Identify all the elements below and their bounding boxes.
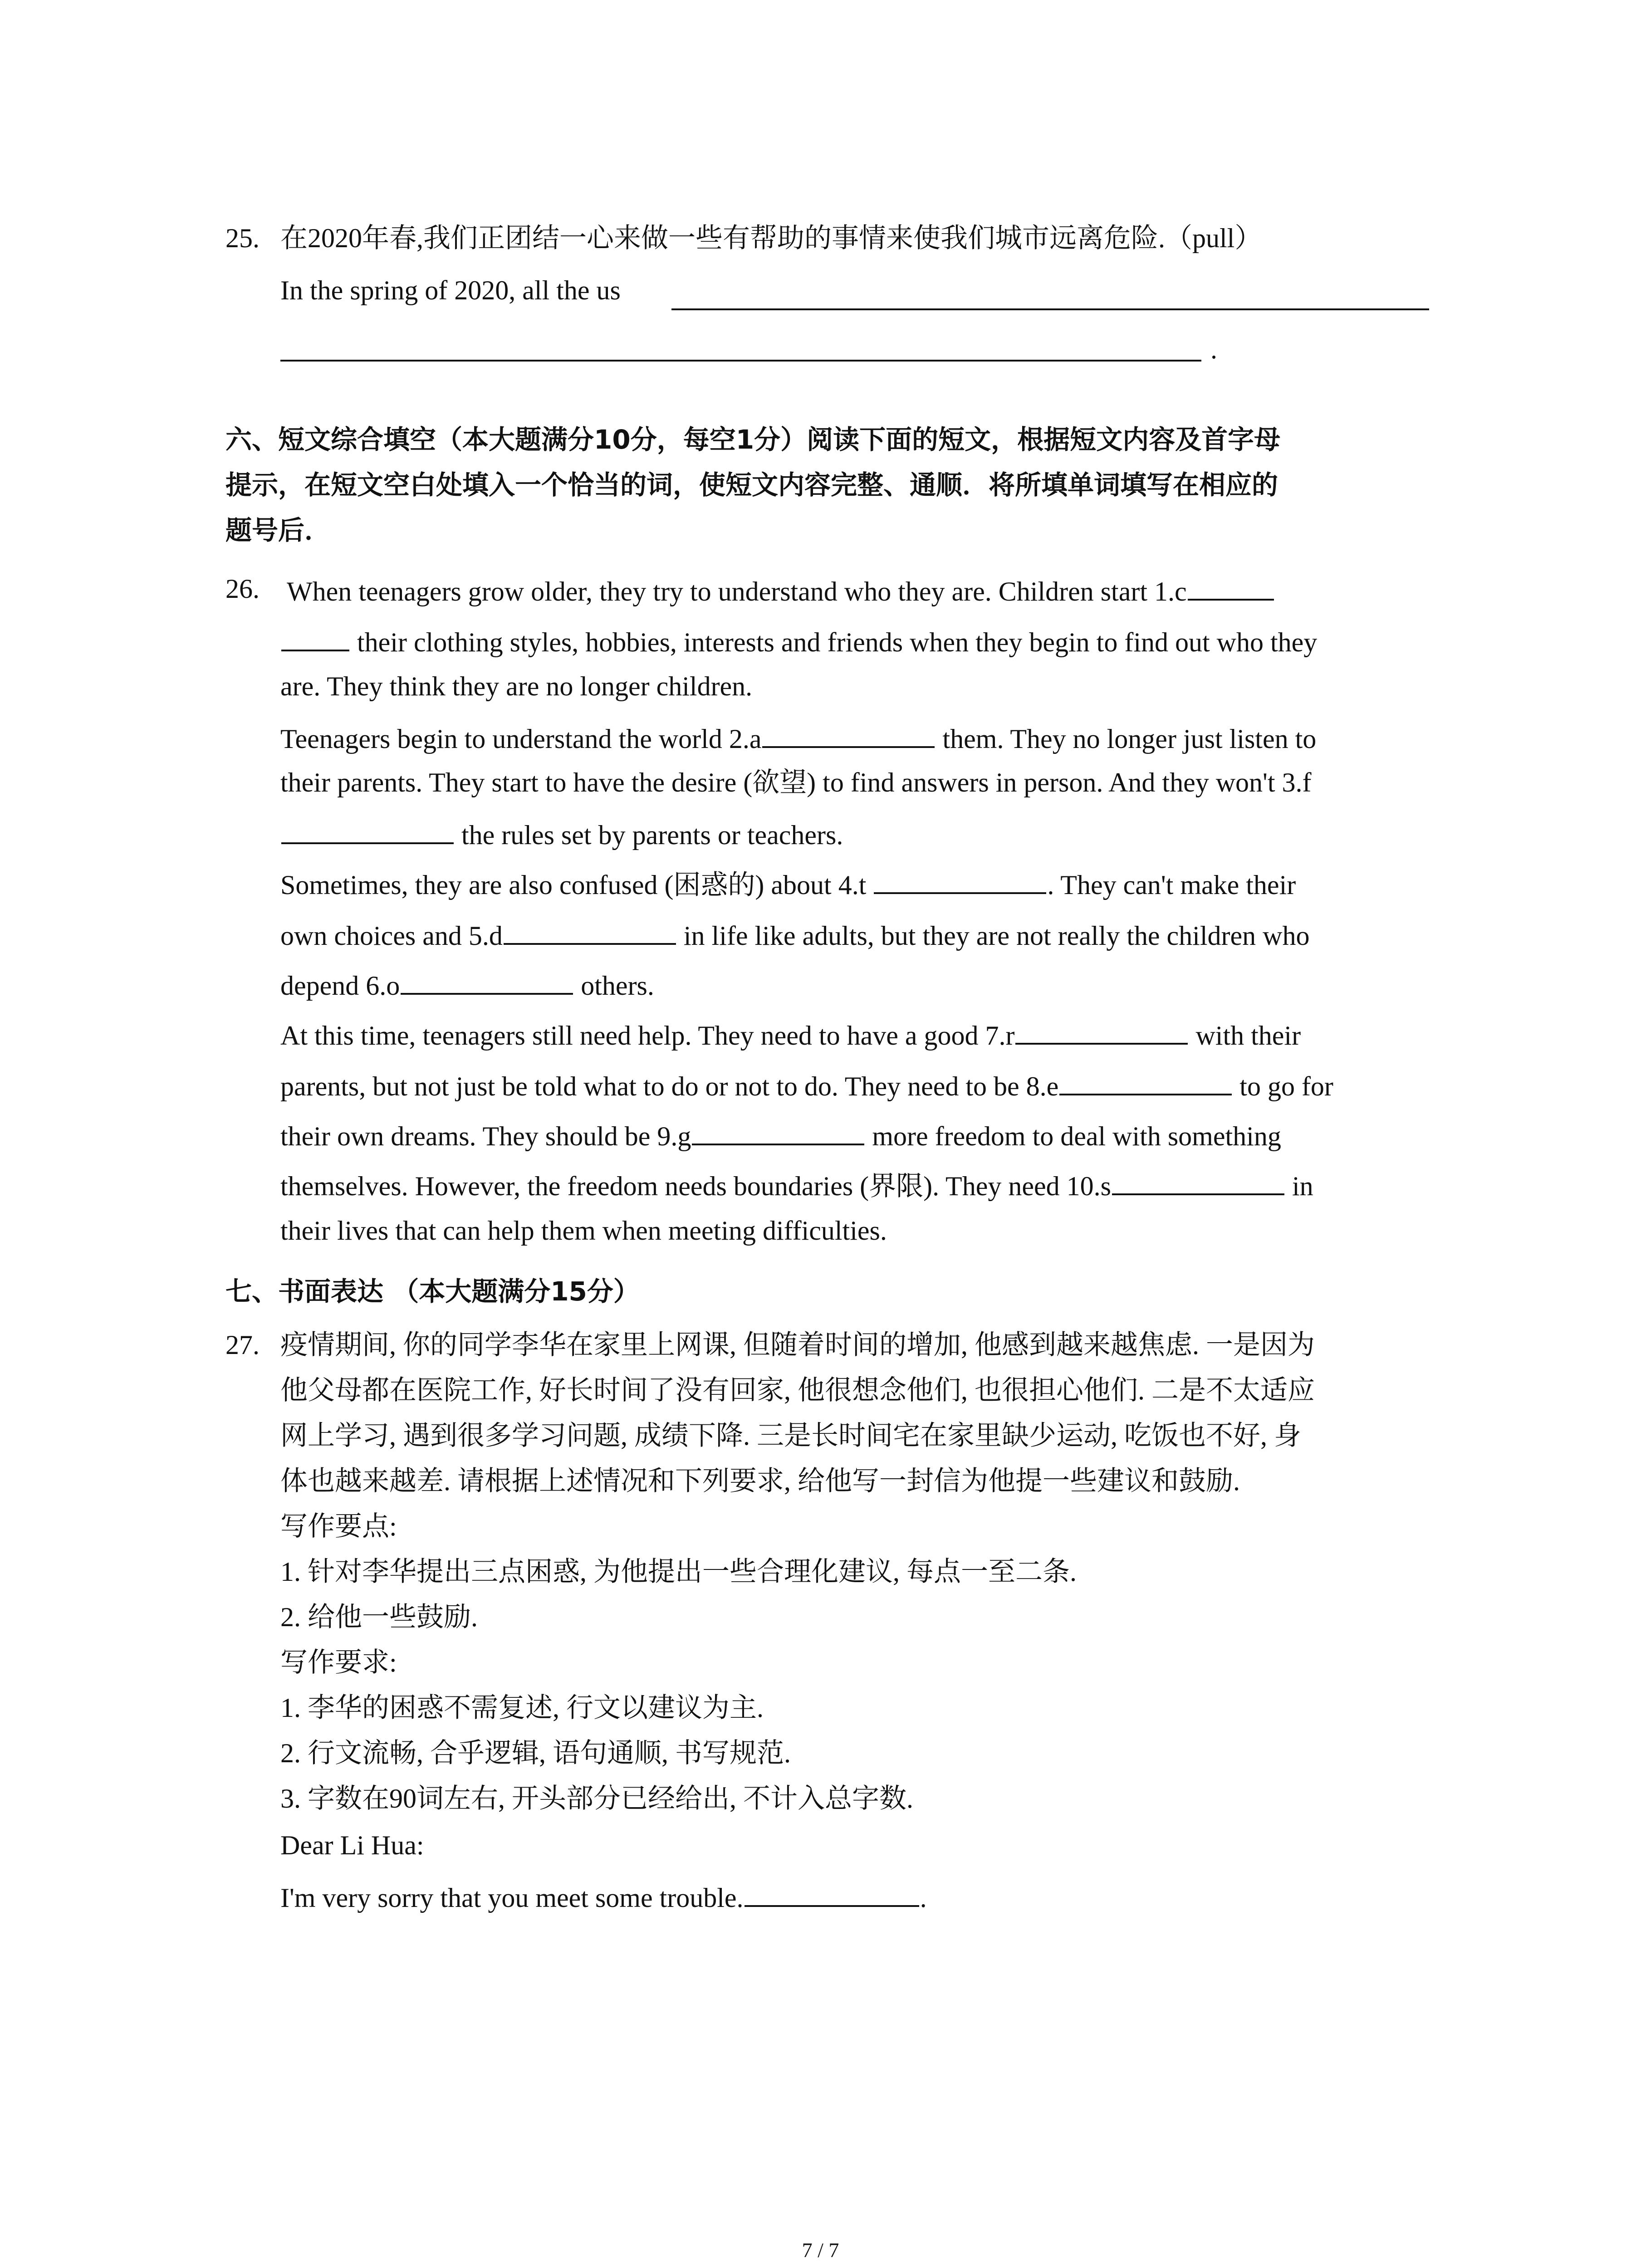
q26-line1 (287, 575, 1275, 605)
q26-line11 (280, 1070, 1333, 1100)
q25-answer-blank-2[interactable] (280, 360, 1201, 362)
q26-line13-b: in (1292, 1171, 1313, 1201)
blank-1-cont[interactable] (281, 626, 349, 651)
blank-2[interactable] (762, 723, 935, 748)
q26-line14: their lives that can help them when meeting difficulties. (280, 1216, 887, 1246)
q26-line2 (280, 626, 1317, 656)
q27-para-line4: 体也越来越差. 请根据上述情况和下列要求, 给他写一封信为他提一些建议和鼓励. (280, 1466, 1240, 1496)
q26-line4 (280, 723, 1316, 753)
q26-line9 (280, 969, 654, 999)
letter-opening (280, 1882, 927, 1911)
q25-answer-blank-1[interactable] (671, 308, 1429, 310)
q26-number: 26. (225, 574, 260, 604)
q26-line12-b: more freedom to deal with something (872, 1121, 1281, 1151)
q26-line11-a: parents, but not just be told what to do or not to do. They need to be 8.e (280, 1071, 1059, 1101)
letter-greeting: Dear Li Hua: (280, 1830, 424, 1860)
letter-blank[interactable] (745, 1882, 919, 1907)
q26-line6 (280, 819, 843, 849)
section7-heading: 七、书面表达 （本大题满分15分） (225, 1276, 640, 1307)
blank-3[interactable] (281, 819, 454, 844)
q27-para-line3: 网上学习, 遇到很多学习问题, 成绩下降. 三是长时间宅在家里缺少运动, 吃饭也不好, 身 (280, 1421, 1301, 1451)
q26-line12 (280, 1120, 1281, 1150)
page-number: 7 / 7 (802, 2239, 839, 2262)
q27-req-3: 3. 字数在90词左右, 开头部分已经给出, 不计入总字数. (280, 1784, 913, 1813)
q26-line12-a: their own dreams. They should be 9.g (280, 1121, 691, 1151)
q26-line2-text: their clothing styles, hobbies, interests and friends when they begin to find out who they (357, 627, 1318, 657)
q27-req-2: 2. 行文流畅, 合乎逻辑, 语句通顺, 书写规范. (280, 1738, 791, 1768)
q26-line13-a: themselves. However, the freedom needs boundaries (界限). They need 10.s (280, 1171, 1111, 1201)
q26-line6-b: the rules set by parents or teachers. (461, 820, 843, 850)
blank-9[interactable] (692, 1120, 864, 1145)
q26-line4-a: Teenagers begin to understand the world 2.a (280, 724, 762, 754)
section6-heading-line2: 提示，在短文空白处填入一个恰当的词，使短文内容完整、通顺．将所填单词填写在相应的 (225, 469, 1279, 500)
q26-line8-a: own choices and 5.d (280, 921, 503, 951)
q26-line7 (280, 869, 1296, 899)
blank-4[interactable] (874, 869, 1046, 894)
blank-7[interactable] (1015, 1019, 1188, 1045)
q26-line10 (280, 1019, 1301, 1049)
q26-line7-a: Sometimes, they are also confused (困惑的) about 4.t (280, 870, 867, 900)
q27-points-title: 写作要点: (280, 1511, 397, 1541)
q26-line5: their parents. They start to have the desire (欲望) to find answers in person. And they won't 3.f (280, 767, 1312, 797)
q27-req-1: 1. 李华的困惑不需复述, 行文以建议为主. (280, 1693, 764, 1723)
blank-8[interactable] (1059, 1070, 1232, 1095)
q26-line11-b: to go for (1239, 1071, 1333, 1101)
q26-line7-b: . They can't make their (1047, 870, 1296, 900)
q26-line9-a: depend 6.o (280, 971, 400, 1001)
blank-1[interactable] (1188, 575, 1274, 601)
q27-req-title: 写作要求: (280, 1647, 397, 1677)
q26-line10-b: with their (1195, 1021, 1301, 1051)
q26-line3: are. They think they are no longer children. (280, 671, 753, 701)
q26-line9-b: others. (581, 971, 654, 1001)
q25-end-mark: . (1210, 334, 1217, 364)
q27-para-line2: 他父母都在医院工作, 好长时间了没有回家, 他很想念他们, 也很担心他们. 二是不太适应 (280, 1375, 1315, 1405)
q27-point-2: 2. 给他一些鼓励. (280, 1602, 478, 1632)
q26-line4-b: them. They no longer just listen to (942, 724, 1317, 754)
q27-number: 27. (225, 1330, 260, 1360)
blank-6[interactable] (401, 969, 573, 995)
section6-heading-line3: 题号后． (225, 515, 331, 546)
blank-10[interactable] (1112, 1170, 1284, 1195)
letter-opening-text: I'm very sorry that you meet some trouble. (280, 1883, 744, 1913)
q25-number: 25. (225, 223, 260, 253)
q26-line1-text: When teenagers grow older, they try to understand who they are. Children start 1.c (287, 577, 1187, 606)
blank-5[interactable] (504, 919, 676, 945)
q25-prompt: 在2020年春,我们正团结一心来做一些有帮助的事情来使我们城市远离危险.（pull） (280, 223, 1262, 253)
q27-para-line1: 疫情期间, 你的同学李华在家里上网课, 但随着时间的增加, 他感到越来越焦虑. 一是因为 (280, 1330, 1315, 1360)
section6-heading-line1: 六、短文综合填空（本大题满分10分，每空1分）阅读下面的短文，根据短文内容及首字母 (225, 424, 1281, 455)
q26-line13 (280, 1170, 1313, 1200)
q26-line10-a: At this time, teenagers still need help. They need to have a good 7.r (280, 1021, 1015, 1051)
letter-opening-end: . (920, 1883, 927, 1913)
q27-point-1: 1. 针对李华提出三点困惑, 为他提出一些合理化建议, 每点一至二条. (280, 1557, 1077, 1587)
q26-line8 (280, 919, 1309, 949)
q25-line1: In the spring of 2020, all the us (280, 275, 621, 305)
q26-line8-b: in life like adults, but they are not really the children who (683, 921, 1310, 951)
